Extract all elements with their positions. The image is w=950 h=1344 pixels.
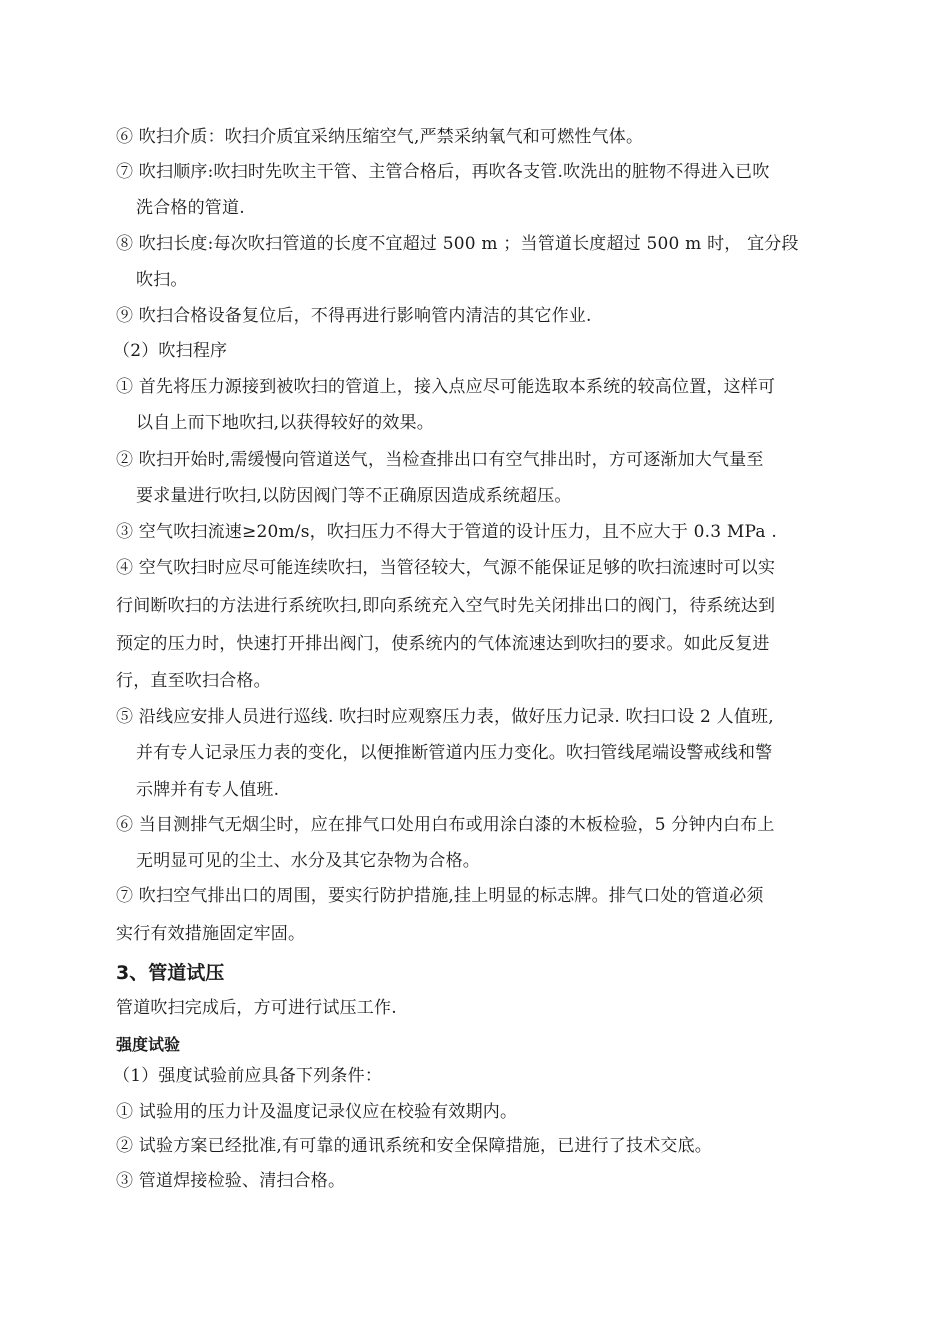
text-line: ③ 空气吹扫流速≥20m/s，吹扫压力不得大于管道的设计压力，且不应大于 0.3 MPa . (116, 522, 777, 542)
text-line: ① 试验用的压力计及温度记录仪应在校验有效期内。 (116, 1102, 518, 1122)
text-line: 行，直至吹扫合格。 (116, 671, 271, 691)
text-line: ③ 管道焊接检验、清扫合格。 (116, 1171, 346, 1191)
text-line: 示牌并有专人值班. (136, 780, 280, 800)
text-line: 无明显可见的尘土、水分及其它杂物为合格。 (136, 851, 480, 871)
text-line: 以自上而下地吹扫,以获得较好的效果。 (136, 413, 435, 433)
text-line: 要求量进行吹扫,以防因阀门等不正确原因造成系统超压。 (136, 486, 572, 506)
section-heading: 3、管道试压 (116, 962, 225, 984)
intro-line: 管道吹扫完成后，方可进行试压工作. (116, 998, 397, 1018)
text-line: ⑦ 吹扫顺序:吹扫时先吹主干管、主管合格后，再吹各支管.吹洗出的脏物不得进入已吹 (116, 162, 770, 182)
text-line: ⑥ 吹扫介质：吹扫介质宜采纳压缩空气,严禁采纳氧气和可燃性气体。 (116, 127, 644, 147)
text-line: 行间断吹扫的方法进行系统吹扫,即向系统充入空气时先关闭排出口的阀门，待系统达到 (116, 596, 776, 616)
text-line: ⑧ 吹扫长度:每次吹扫管道的长度不宜超过 500 m ；当管道长度超过 500 m 时， 宜分段 (116, 234, 799, 254)
text-line: ② 试验方案已经批准,有可靠的通讯系统和安全保障措施，已进行了技术交底。 (116, 1136, 713, 1156)
text-line: ⑨ 吹扫合格设备复位后，不得再进行影响管内清洁的其它作业. (116, 306, 592, 326)
text-line: 实行有效措施固定牢固。 (116, 924, 306, 944)
text-line: ① 首先将压力源接到被吹扫的管道上，接入点应尽可能选取本系统的较高位置，这样可 (116, 377, 776, 397)
subsection-heading: 强度试验 (116, 1035, 181, 1054)
text-line: 并有专人记录压力表的变化，以便推断管道内压力变化。吹扫管线尾端设警戒线和警 (136, 743, 773, 763)
text-line: ④ 空气吹扫时应尽可能连续吹扫，当管径较大，气源不能保证足够的吹扫流速时可以实 (116, 558, 776, 578)
text-line: ⑤ 沿线应安排人员进行巡线. 吹扫时应观察压力表，做好压力记录. 吹扫口设 2 人值班, (116, 707, 774, 727)
text-line: 洗合格的管道. (136, 198, 245, 218)
text-line: 预定的压力时，快速打开排出阀门，使系统内的气体流速达到吹扫的要求。如此反复进 (116, 634, 770, 654)
text-line: ⑥ 当目测排气无烟尘时，应在排气口处用白布或用涂白漆的木板检验，5 分钟内白布上 (116, 815, 775, 835)
text-line: （1）强度试验前应具备下列条件： (113, 1066, 383, 1086)
text-line: 吹扫。 (136, 270, 188, 290)
text-line: ⑦ 吹扫空气排出口的周围，要实行防护措施,挂上明显的标志牌。排气口处的管道必须 (116, 886, 764, 906)
text-line: ② 吹扫开始时,需缓慢向管道送气，当检查排出口有空气排出时，方可逐渐加大气量至 (116, 450, 764, 470)
text-line: （2）吹扫程序 (113, 341, 228, 361)
